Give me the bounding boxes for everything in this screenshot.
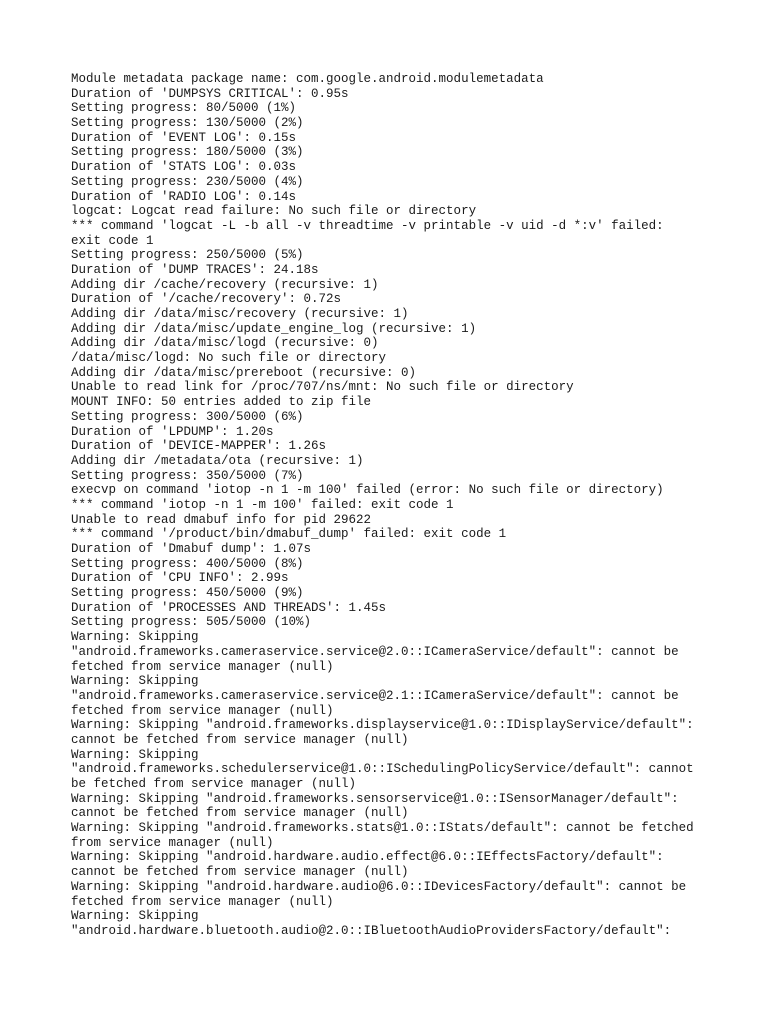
log-line: Duration of 'DUMPSYS CRITICAL': 0.95s [71, 86, 349, 101]
log-line: Setting progress: 180/5000 (3%) [71, 145, 304, 160]
log-line: Duration of 'CPU INFO': 2.99s [71, 571, 289, 586]
log-line: Warning: Skipping [71, 747, 199, 762]
log-line: Duration of 'EVENT LOG': 0.15s [71, 130, 297, 145]
log-line: Setting progress: 130/5000 (2%) [71, 116, 304, 131]
log-line: MOUNT INFO: 50 entries added to zip file [71, 395, 372, 410]
log-line: Duration of 'LPDUMP': 1.20s [71, 424, 274, 439]
log-line: fetched from service manager (null) [71, 659, 334, 674]
log-line: Duration of 'DEVICE-MAPPER': 1.26s [71, 439, 327, 454]
log-line: *** command 'logcat -L -b all -v threadtime -v printable -v uid -d *:v' failed: [71, 218, 664, 233]
log-line: Warning: Skipping "android.frameworks.displayservice@1.0::IDisplayService/default": [71, 718, 694, 733]
log-line: Warning: Skipping [71, 909, 199, 924]
log-line: "android.hardware.bluetooth.audio@2.0::IBluetoothAudioProvidersFactory/default": [71, 923, 672, 938]
log-line: exit code 1 [71, 233, 154, 248]
log-line: cannot be fetched from service manager (null) [71, 865, 409, 880]
log-line: Warning: Skipping "android.hardware.audio@6.0::IDevicesFactory/default": cannot be [71, 879, 687, 894]
log-line: *** command '/product/bin/dmabuf_dump' failed: exit code 1 [71, 527, 507, 542]
log-line: Setting progress: 400/5000 (8%) [71, 556, 304, 571]
log-line: Adding dir /metadata/ota (recursive: 1) [71, 453, 364, 468]
log-line: Setting progress: 80/5000 (1%) [71, 101, 297, 116]
log-line: Duration of 'RADIO LOG': 0.14s [71, 189, 297, 204]
log-line: Adding dir /data/misc/update_engine_log (recursive: 1) [71, 321, 477, 336]
log-line: Adding dir /data/misc/recovery (recursive: 1) [71, 307, 409, 321]
log-line: fetched from service manager (null) [71, 894, 334, 909]
log-line: Duration of 'PROCESSES AND THREADS': 1.45s [71, 600, 387, 615]
log-line: Duration of 'DUMP TRACES': 24.18s [71, 262, 319, 277]
log-line: Duration of 'STATS LOG': 0.03s [71, 160, 297, 175]
log-line: Adding dir /data/misc/logd (recursive: 0) [71, 336, 379, 351]
log-line: cannot be fetched from service manager (null) [71, 806, 409, 821]
log-line: Warning: Skipping "android.frameworks.stats@1.0::IStats/default": cannot be fetched [71, 821, 694, 836]
log-line: logcat: Logcat read failure: No such file or directory [71, 204, 477, 219]
log-line: Warning: Skipping [71, 630, 199, 645]
log-line: Duration of '/cache/recovery': 0.72s [71, 292, 342, 307]
log-line: Adding dir /cache/recovery (recursive: 1) [71, 277, 379, 292]
log-line: Warning: Skipping "android.frameworks.sensorservice@1.0::ISensorManager/default": [71, 791, 679, 806]
log-line: execvp on command 'iotop -n 1 -m 100' failed (error: No such file or directory) [71, 483, 664, 498]
log-line: Setting progress: 250/5000 (5%) [71, 248, 304, 263]
log-line: Setting progress: 450/5000 (9%) [71, 586, 304, 601]
log-text-block [71, 72, 711, 939]
log-line: Setting progress: 300/5000 (6%) [71, 409, 304, 424]
log-line: Unable to read dmabuf info for pid 29622 [71, 512, 372, 527]
log-line: /data/misc/logd: No such file or directory [71, 351, 387, 366]
log-line: Warning: Skipping "android.hardware.audio.effect@6.0::IEffectsFactory/default": [71, 850, 664, 865]
log-line: "android.frameworks.cameraservice.service@2.0::ICameraService/default": cannot be [71, 644, 679, 659]
log-line: "android.frameworks.cameraservice.service@2.1::ICameraService/default": cannot be [71, 688, 679, 703]
log-line: be fetched from service manager (null) [71, 777, 357, 791]
log-line: from service manager (null) [71, 835, 274, 850]
log-line: Setting progress: 230/5000 (4%) [71, 174, 304, 189]
log-line: Adding dir /data/misc/prereboot (recursive: 0) [71, 365, 417, 380]
log-line: Module metadata package name: com.google.android.modulemetadata [71, 72, 544, 86]
log-line: fetched from service manager (null) [71, 703, 334, 718]
log-line: Duration of 'Dmabuf dump': 1.07s [71, 542, 312, 556]
log-line: cannot be fetched from service manager (null) [71, 732, 409, 747]
log-line: Setting progress: 505/5000 (10%) [71, 615, 312, 630]
log-line: Unable to read link for /proc/707/ns/mnt: No such file or directory [71, 380, 574, 395]
log-line: Setting progress: 350/5000 (7%) [71, 468, 304, 483]
log-line: "android.frameworks.schedulerservice@1.0::ISchedulingPolicyService/default": cannot [71, 762, 694, 777]
log-line: *** command 'iotop -n 1 -m 100' failed: exit code 1 [71, 497, 454, 512]
log-line: Warning: Skipping [71, 674, 199, 689]
